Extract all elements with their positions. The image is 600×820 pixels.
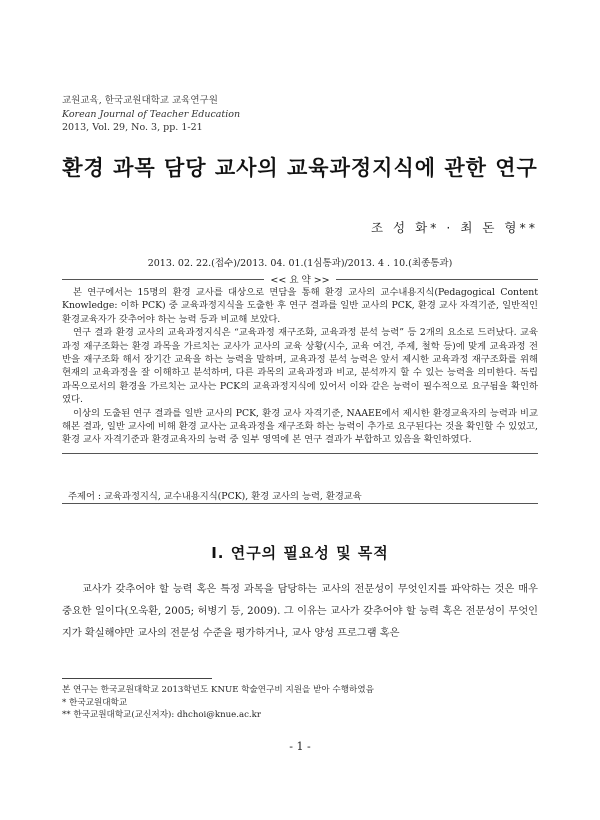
journal-korean-name: 교원교육, 한국교원대학교 교육연구원 [62, 95, 218, 106]
abstract-rule-left [62, 279, 264, 280]
abstract-bottom-rule [62, 453, 538, 454]
abstract-rule-right [336, 279, 538, 280]
review-dates: 2013. 02. 22.(접수)/2013. 04. 01.(1심통과)/2013. 4 . 10.(최종통과) [147, 258, 453, 269]
footnote-author1: * 한국교원대학교 [62, 697, 128, 708]
journal-info [62, 94, 240, 135]
footnote-funding: 본 연구는 한국교원대학교 2013학년도 KNUE 학술연구비 지원을 받아 수행하였음 [62, 685, 374, 695]
keywords [62, 488, 538, 502]
abstract [62, 272, 538, 454]
page-number: - 1 - [289, 740, 311, 753]
abstract-body [62, 286, 538, 447]
abstract-label: << 요 약 >> [270, 275, 330, 286]
journal-volume: 2013, Vol. 29, No. 3, pp. 1-21 [62, 122, 203, 133]
footnote-author2: ** 한국교원대학교(교신저자): dhchoi@knue.ac.kr [62, 710, 261, 720]
abstract-paragraph: 연구 결과 환경 교사의 교육과정지식은 “교육과정 재구조화, 교육과정 분석 능력” 등 2개의 요소로 드러났다. 교육과정 재구조화는 환경 과목을 가르치는 교사가 교사의 교육 상황(시수, 교육 여건, 주제, 철학 등)에 맞게 교육과정 전반을 재구조화 해서 장기간 교육을 하는 능력을 말하며, 교육과정 분석 능력은 앞서 제시한 교육과정 재구조화를 위해 현재의 교육과정을 잘 이해하고 분석하며, 다른 과목의 교육과정과 비교, 분석까지 할 수 있는 능력을 의미한다. 독립 과목으로서의 환경을 가르치는 교사는 PCK의 교육과정지식에 있어서 이와 같은 능력이 필수적으로 요구됨을 확인하였다. [62, 327, 538, 406]
authors: 조 성 화* · 최 돈 형** [370, 220, 538, 235]
keywords-label: 주제어 : [68, 491, 102, 502]
keywords-text: 교육과정지식, 교수내용지식(PCK), 환경 교사의 능력, 환경교육 [104, 491, 362, 502]
abstract-paragraph: 본 연구에서는 15명의 환경 교사를 대상으로 면담을 통해 환경 교사의 교수내용지식(Pedagogical Content Knowledge: 이하 PCK) 중 교육과정지식을 도출한 후 연구 결과를 일반 교사의 PCK, 환경 교사 자격기준, 일반적인 환경교육자가 갖추어야 하는 능력 등과 비교해 보았다. [62, 287, 538, 325]
abstract-heading [62, 272, 538, 286]
section-heading: Ⅰ. 연구의 필요성 및 목적 [211, 544, 389, 562]
abstract-paragraph: 이상의 도출된 연구 결과를 일반 교사의 PCK, 환경 교사 자격기준, NAAEE에서 제시한 환경교육자의 능력과 비교해본 결과, 일반 교사에 비해 환경 교사는 교육과정을 재구조화 하는 능력이 추가로 요구된다는 것을 확인할 수 있었고, 환경 교사 자격기준과 환경교육자의 능력 중 일부 영역에 본 연구 결과가 부합하고 있음을 확인하였다. [62, 407, 538, 446]
keywords-rule [62, 503, 538, 504]
paper-title: 환경 과목 담당 교사의 교육과정지식에 관한 연구 [62, 156, 538, 180]
journal-english-name: Korean Journal of Teacher Education [62, 108, 241, 120]
footnotes [62, 684, 374, 722]
section-body: 교사가 갖추어야 할 능력 혹은 특정 과목을 담당하는 교사의 전문성이 무엇인지를 파악하는 것은 매우 중요한 일이다(오욱환, 2005; 허병기 등, 2009). 그 이유는 교사가 갖추어야 할 능력 혹은 전문성이 무엇인지가 확실해야만 교사의 전문성 수준을 평가하거나, 교사 양성 프로그램 혹은 [62, 584, 538, 639]
footnote-rule [62, 678, 212, 679]
